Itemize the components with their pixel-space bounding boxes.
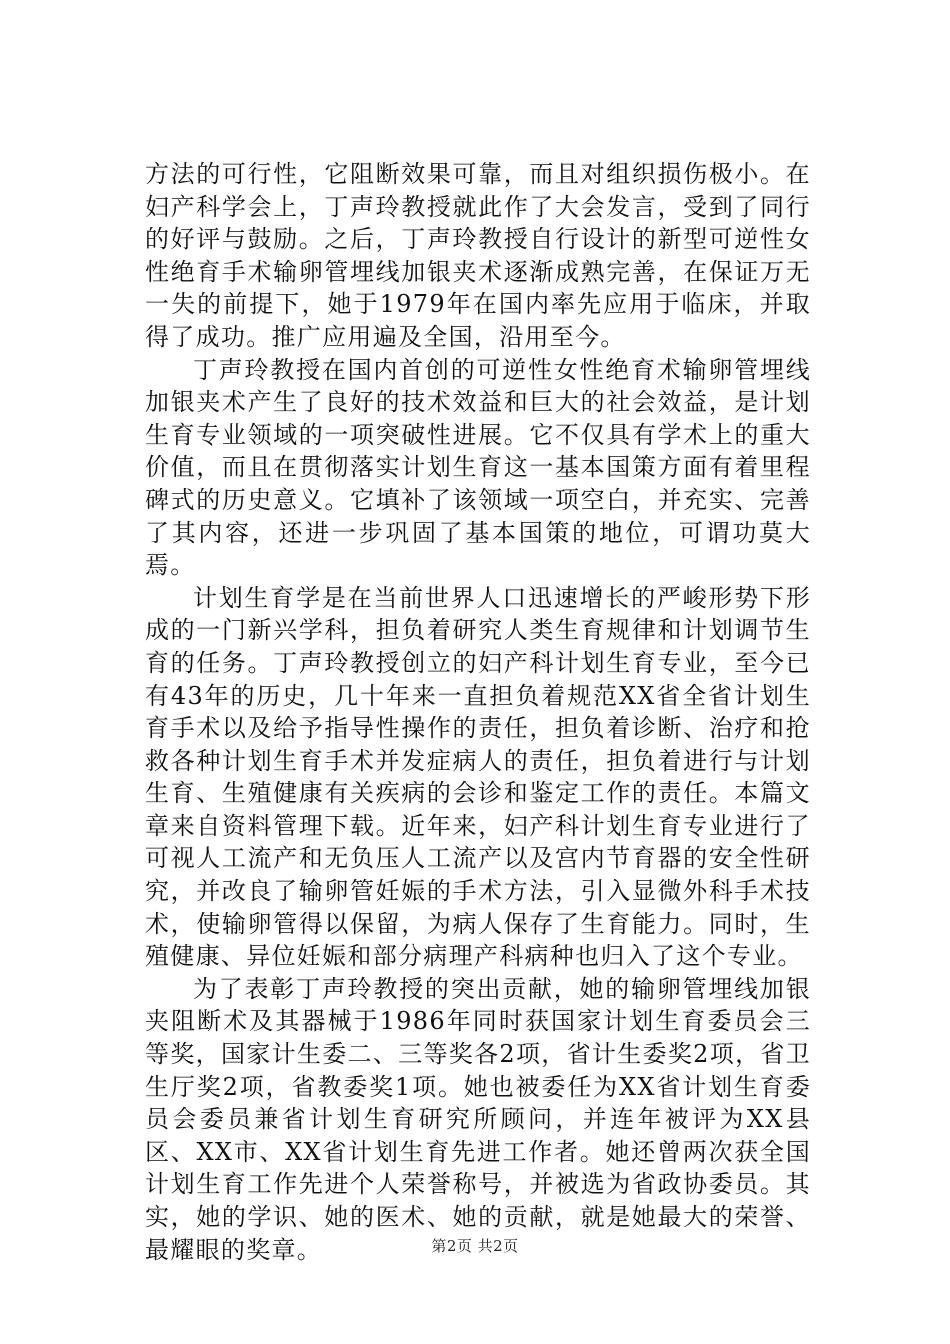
- paragraph: 计划生育学是在当前世界人口迅速增长的严峻形势下形成的一门新兴学科，担负着研究人类生育规律和计划调节生育的任务。丁声玲教授创立的妇产科计划生育专业，至今已有43年的历史，几十年来一直担负着规范XX省全省计划生育手术以及给予指导性操作的责任，担负着诊断、治疗和抢救各种计划生育手术并发症病人的责任，担负着进行与计划生育、生殖健康有关疾病的会诊和鉴定工作的责任。本篇文章来自资料管理下载。近年来，妇产科计划生育专业进行了可视人工流产和无负压人工流产以及宫内节育器的安全性研究，并改良了输卵管妊娠的手术方法，引入显微外科手术技术，使输卵管得以保留，为病人保存了生育能力。同时，生殖健康、异位妊娠和部分病理产科病种也归入了这个专业。: [145, 583, 811, 971]
- paragraph: 为了表彰丁声玲教授的突出贡献，她的输卵管埋线加银夹阻断术及其器械于1986年同时获国家计划生育委员会三等奖，国家计生委二、三等奖各2项，省计生委奖2项，省卫生厅奖2项，省教委奖1项。她也被委任为XX省计划生育委员会委员兼省计划生育研究所顾问，并连年被评为XX县区、XX市、XX省计划生育先进工作者。她还曾两次获全国计划生育工作先进个人荣誉称号，并被选为省政协委员。其实，她的学识、她的医术、她的贡献，就是她最大的荣誉、最耀眼的奖章。: [145, 974, 811, 1264]
- paragraph: 丁声玲教授在国内首创的可逆性女性绝育术输卵管埋线加银夹术产生了良好的技术效益和巨大的社会效益，是计划生育专业领域的一项突破性进展。它不仅具有学术上的重大价值，而且在贯彻落实计划生育这一基本国策方面有着里程碑式的历史意义。它填补了该领域一项空白，并充实、完善了其内容，还进一步巩固了基本国策的地位，可谓功莫大焉。: [145, 355, 811, 580]
- article-body: [145, 158, 811, 1266]
- paragraph-continuation: 方法的可行性，它阻断效果可靠，而且对组织损伤极小。在妇产科学会上，丁声玲教授就此作了大会发言，受到了同行的好评与鼓励。之后，丁声玲教授自行设计的新型可逆性女性绝育手术输卵管埋线加银夹术逐渐成熟完善，在保证万无一失的前提下，她于1979年在国内率先应用于临床，并取得了成功。推广应用遍及全国，沿用至今。: [145, 160, 811, 351]
- page-number-footer: 第2页 共2页: [431, 1237, 519, 1255]
